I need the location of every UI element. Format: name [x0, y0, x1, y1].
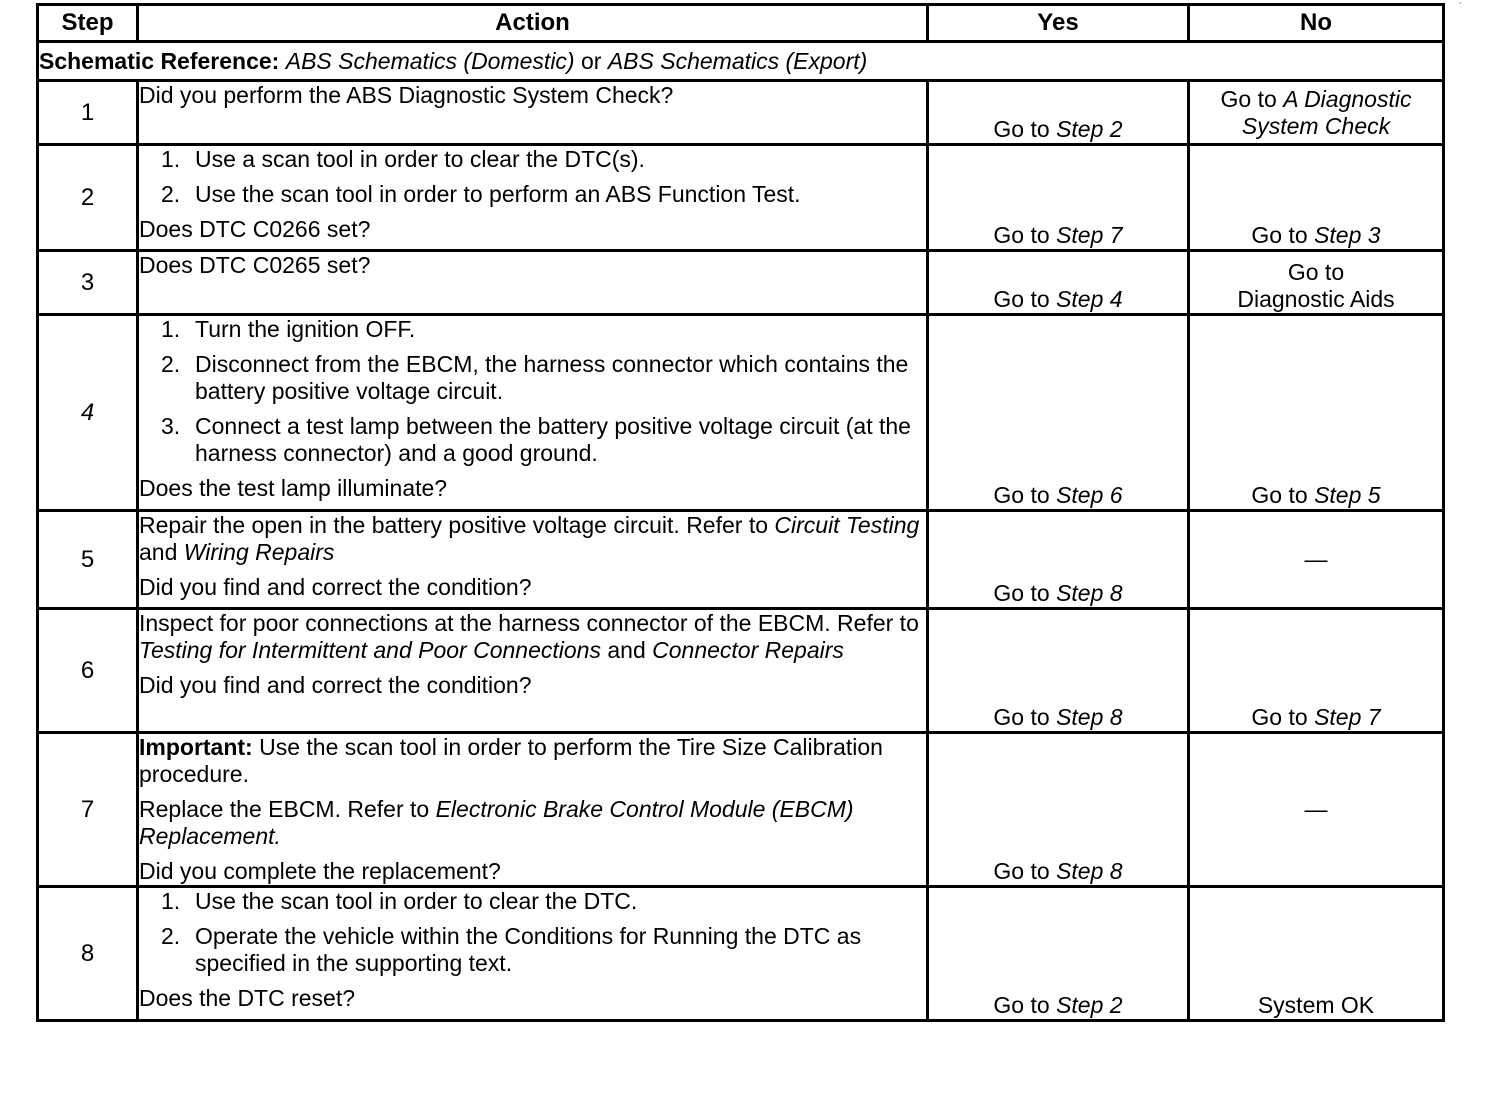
schematic-reference — [38, 42, 1444, 81]
action-cell — [138, 145, 928, 251]
yes-cell — [928, 887, 1189, 1021]
list-item-text: Use a scan tool in order to clear the DTC(s). — [195, 146, 645, 172]
yes-prefix: Go to — [993, 116, 1050, 142]
instruction-and: and — [139, 539, 178, 565]
yes-prefix: Go to — [993, 704, 1050, 730]
yes-cell — [928, 81, 1189, 145]
important-label: Important: — [139, 734, 253, 760]
list-item: 1. Use a scan tool in order to clear the DTC(s). — [161, 146, 645, 172]
no-cell — [1189, 251, 1444, 315]
wiring-repairs-link[interactable]: Wiring Repairs — [183, 539, 335, 565]
no-step-link[interactable]: A Diagnostic System Check — [1241, 86, 1412, 139]
step-number: 5 — [38, 511, 138, 609]
table-row — [38, 733, 1444, 887]
instruction-text: Repair the open in the battery positive voltage circuit. Refer to — [139, 512, 769, 538]
yes-prefix: Go to — [993, 482, 1050, 508]
action-question: Did you find and correct the condition? — [139, 574, 532, 600]
no-cell — [1189, 81, 1444, 145]
yes-prefix: Go to — [993, 222, 1050, 248]
step-number: 7 — [38, 733, 138, 887]
no-cell — [1189, 887, 1444, 1021]
connector-repairs-link[interactable]: Connector Repairs — [652, 637, 844, 663]
action-cell — [138, 511, 928, 609]
yes-step-link[interactable]: Step 8 — [1056, 704, 1123, 730]
step-number: 4 — [38, 315, 138, 511]
action-list — [139, 888, 926, 977]
table-row — [38, 251, 1444, 315]
table-row — [38, 81, 1444, 145]
action-question: Does DTC C0266 set? — [139, 216, 371, 242]
yes-step-link[interactable]: Step 8 — [1056, 580, 1123, 606]
action-list — [139, 146, 926, 208]
intermittent-connections-link[interactable]: Testing for Intermittent and Poor Connections — [139, 637, 601, 663]
action-cell — [138, 733, 928, 887]
no-step-link[interactable]: Step 7 — [1314, 704, 1381, 730]
no-cell — [1189, 145, 1444, 251]
yes-step-link[interactable]: Step 4 — [1056, 286, 1123, 312]
schematic-label: Schematic Reference: — [39, 47, 280, 74]
no-cell — [1189, 511, 1444, 609]
no-system-ok: System OK — [1257, 992, 1375, 1018]
list-item-text: Operate the vehicle within the Conditions for Running the DTC as specified in the supporting text. — [195, 923, 862, 976]
schematic-link-domestic[interactable]: ABS Schematics (Domestic) — [285, 47, 575, 74]
yes-step-link[interactable]: Step 7 — [1056, 222, 1123, 248]
action-question: Does the DTC reset? — [139, 985, 356, 1011]
yes-prefix: Go to — [993, 992, 1050, 1018]
schematic-or: or — [580, 47, 602, 74]
header-row — [38, 5, 1444, 42]
list-item: 3. Connect a test lamp between the battery positive voltage circuit (at the harness connector) and a good ground. — [161, 413, 911, 466]
instruction-text: Replace the EBCM. Refer to — [139, 796, 430, 822]
list-item: 1. Turn the ignition OFF. — [161, 316, 416, 342]
list-item-text: Disconnect from the EBCM, the harness connector which contains the battery positive voltage circuit. — [195, 351, 909, 404]
list-item: 2. Disconnect from the EBCM, the harness connector which contains the battery positive voltage circuit. — [161, 351, 909, 404]
action-list — [139, 316, 926, 467]
action-cell — [138, 81, 928, 145]
step-number: 6 — [38, 609, 138, 733]
header-yes: Yes — [928, 5, 1189, 42]
yes-step-link[interactable]: Step 8 — [1056, 858, 1123, 884]
action-instruction — [139, 512, 926, 566]
ebcm-replacement-link[interactable]: Electronic Brake Control Module (EBCM) Replacement. — [139, 796, 854, 849]
no-prefix: Go to — [1251, 482, 1308, 508]
action-instruction — [139, 796, 926, 850]
step-number: 3 — [38, 251, 138, 315]
instruction-and: and — [607, 637, 646, 663]
step-number: 2 — [38, 145, 138, 251]
list-item-text: Connect a test lamp between the battery positive voltage circuit (at the harness connector) and a good ground. — [195, 413, 911, 466]
corner-mark: ´ — [1459, 2, 1463, 13]
list-item: 1. Use the scan tool in order to clear the DTC. — [161, 888, 638, 914]
header-action: Action — [138, 5, 928, 42]
yes-step-link[interactable]: Step 6 — [1056, 482, 1123, 508]
table-row — [38, 609, 1444, 733]
header-step: Step — [38, 5, 138, 42]
action-cell — [138, 887, 928, 1021]
circuit-testing-link[interactable]: Circuit Testing — [774, 512, 920, 538]
action-question: Does DTC C0265 set? — [139, 252, 371, 278]
action-question: Did you complete the replacement? — [139, 858, 501, 884]
no-prefix: Go to — [1251, 704, 1308, 730]
yes-cell — [928, 315, 1189, 511]
yes-step-link[interactable]: Step 2 — [1056, 992, 1123, 1018]
action-question: Did you find and correct the condition? — [139, 672, 532, 698]
important-text: Use the scan tool in order to perform the Tire Size Calibration procedure. — [139, 734, 883, 787]
schematic-link-export[interactable]: ABS Schematics (Export) — [607, 47, 868, 74]
schematic-row — [38, 42, 1444, 81]
no-cell — [1189, 609, 1444, 733]
step-number: 8 — [38, 887, 138, 1021]
no-text: Go to — [1287, 259, 1345, 285]
yes-prefix: Go to — [993, 580, 1050, 606]
yes-prefix: Go to — [993, 286, 1050, 312]
no-dash: — — [1304, 546, 1328, 572]
table-row — [38, 887, 1444, 1021]
table-row — [38, 315, 1444, 511]
no-step-link[interactable]: Step 3 — [1314, 222, 1381, 248]
list-item: 2. Use the scan tool in order to perform an ABS Function Test. — [161, 181, 801, 207]
no-cell — [1189, 733, 1444, 887]
yes-step-link[interactable]: Step 2 — [1056, 116, 1123, 142]
diagnostic-table — [36, 3, 1445, 1022]
yes-cell — [928, 251, 1189, 315]
action-cell — [138, 251, 928, 315]
header-no: No — [1189, 5, 1444, 42]
no-prefix: Go to — [1220, 86, 1277, 112]
yes-prefix: Go to — [993, 858, 1050, 884]
list-item-text: Use the scan tool in order to clear the DTC. — [195, 888, 638, 914]
table-row — [38, 511, 1444, 609]
yes-cell — [928, 733, 1189, 887]
no-cell — [1189, 315, 1444, 511]
action-cell — [138, 609, 928, 733]
action-question: Did you perform the ABS Diagnostic System Check? — [139, 82, 674, 108]
list-item-text: Use the scan tool in order to perform an ABS Function Test. — [195, 181, 801, 207]
action-cell — [138, 315, 928, 511]
list-item: 2. Operate the vehicle within the Conditions for Running the DTC as specified in the supporting text. — [161, 923, 862, 976]
list-item-text: Turn the ignition OFF. — [195, 316, 416, 342]
no-diagnostic-aids-link[interactable]: Diagnostic Aids — [1237, 286, 1395, 312]
no-prefix: Go to — [1251, 222, 1308, 248]
action-question: Does the test lamp illuminate? — [139, 475, 448, 501]
no-step-link[interactable]: Step 5 — [1314, 482, 1381, 508]
table-row — [38, 145, 1444, 251]
important-note — [139, 734, 926, 788]
yes-cell — [928, 609, 1189, 733]
no-dash: — — [1304, 796, 1328, 822]
instruction-text: Inspect for poor connections at the harness connector of the EBCM. Refer to — [139, 610, 919, 636]
step-number: 1 — [38, 81, 138, 145]
yes-cell — [928, 145, 1189, 251]
action-instruction — [139, 610, 926, 664]
yes-cell — [928, 511, 1189, 609]
